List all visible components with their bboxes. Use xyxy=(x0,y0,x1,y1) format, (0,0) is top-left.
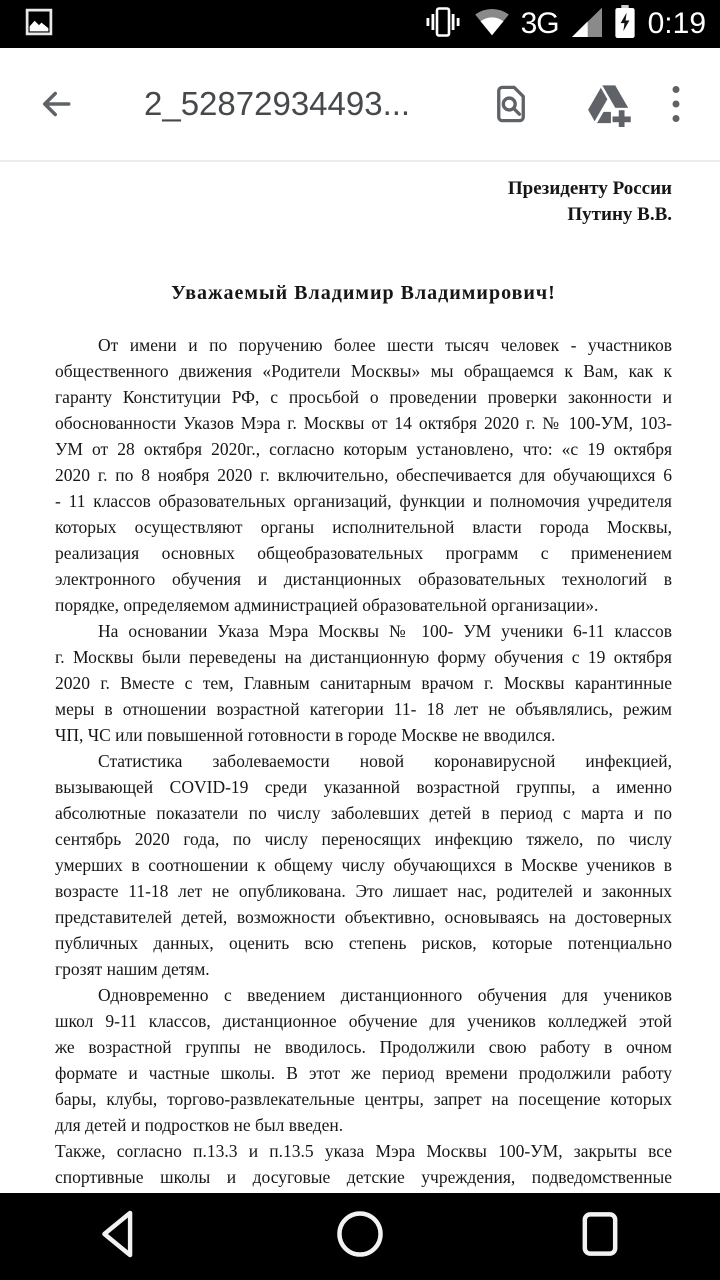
document-line: УМ от 28 октября 2020г., согласно которым установлено, что: «с 19 октября xyxy=(55,439,672,459)
letter-page xyxy=(0,164,720,1190)
vibrate-icon xyxy=(423,6,463,43)
document-line: которых осуществляют органы исполнительной власти города Москвы, xyxy=(55,517,672,537)
android-nav-bar xyxy=(0,1193,720,1280)
drive-add-icon[interactable] xyxy=(586,81,632,127)
recents-square-icon xyxy=(578,1209,622,1264)
document-line: формате и частные школы. В этот же период времени продолжили работу xyxy=(55,1063,672,1083)
nav-recents-button[interactable] xyxy=(480,1209,720,1264)
document-line: умерших в соотношении к общему числу обучающихся в Москве учеников в xyxy=(55,855,672,875)
letter-greeting: Уважаемый Владимир Владимирович! xyxy=(171,282,556,304)
document-line: электронного обучения и дистанционных образовательных технологий в xyxy=(55,569,672,589)
document-line: абсолютные показатели по числу заболевших детей в период с марта и по xyxy=(55,803,672,823)
document-line: вызывающей COVID-19 среди указанной возрастной группы, а именно xyxy=(55,777,672,797)
letter-paragraph xyxy=(55,618,672,748)
find-in-file-icon[interactable] xyxy=(490,83,532,125)
signal-strength-icon xyxy=(570,7,604,42)
status-bar-notifications xyxy=(14,7,54,42)
letter-paragraph xyxy=(55,1138,672,1190)
toolbar-actions xyxy=(490,81,720,127)
letter-body xyxy=(55,332,672,1190)
document-line: представителей детей, возможности объективно, основываясь на достоверных xyxy=(55,907,672,927)
screenshot-icon xyxy=(24,7,54,42)
document-title: 2_52872934493... xyxy=(144,85,411,122)
document-line: гаранту Конституции РФ, с просьбой о проведении проверки законности и xyxy=(55,387,672,407)
letter-paragraph xyxy=(55,982,672,1138)
document-line: общественного движения «Родители Москвы» мы обращаемся к Вам, как к xyxy=(55,361,672,381)
status-bar xyxy=(0,0,720,48)
letter-paragraph xyxy=(55,332,672,618)
document-line: обоснованности Указов Мэра г. Москвы от 14 октября 2020 г. № 100-УМ, 103- xyxy=(55,413,672,433)
letter-recipient xyxy=(55,176,672,228)
document-viewer[interactable] xyxy=(0,164,720,1193)
document-line: Статистика заболеваемости новой коронавирусной инфекцией, xyxy=(98,751,672,771)
nav-back-button[interactable] xyxy=(0,1208,240,1265)
network-type-label: 3G xyxy=(520,7,559,40)
document-line: - 11 классов образовательных организаций, функции и полномочия учредителя xyxy=(55,491,672,511)
document-line: порядке, определяемом администрацией образовательной организации». xyxy=(55,595,599,615)
document-line: реализация основных общеобразовательных программ с применением xyxy=(55,543,672,563)
overflow-menu-icon[interactable] xyxy=(668,83,684,125)
nav-home-button[interactable] xyxy=(240,1209,480,1264)
document-line: ЧП, ЧС или повышенной готовности в городе Москве не вводился. xyxy=(55,725,556,745)
app-toolbar xyxy=(0,48,720,162)
back-triangle-icon xyxy=(98,1208,142,1265)
document-line: 2020 г. Вместе с тем, Главным санитарным врачом г. Москвы карантинные xyxy=(55,673,672,693)
document-line: На основании Указа Мэра Москвы № 100- УМ ученики 6-11 классов xyxy=(98,621,672,641)
document-line: же возрастной группы не вводилось. Продолжили свою работу в очном xyxy=(55,1037,672,1057)
back-arrow-icon[interactable] xyxy=(38,86,74,122)
document-line: публичных данных, оценить всю степень рисков, которые потенциально xyxy=(55,933,672,953)
document-line: г. Москвы были переведены на дистанционную форму обучения с 19 октября xyxy=(55,647,672,667)
wifi-icon xyxy=(474,7,510,41)
battery-charging-icon xyxy=(615,5,635,43)
document-line: Одновременно с введением дистанционного обучения для учеников xyxy=(98,985,672,1005)
status-bar-indicators xyxy=(423,0,706,48)
home-circle-icon xyxy=(335,1209,385,1264)
document-line: школ 9-11 классов, дистанционное обучение для учеников колледжей этой xyxy=(55,1011,672,1031)
document-line: спортивные школы и досуговые детские учреждения, подведомственные xyxy=(55,1167,672,1187)
clock-label: 0:19 xyxy=(647,7,706,40)
recipient-line: Президенту России xyxy=(507,178,672,199)
document-line: 2020 г. по 8 ноября 2020 г. включительно, обеспечивается для обучающихся 6 xyxy=(55,465,672,485)
document-line: для детей и подростков не был введен. xyxy=(55,1115,344,1135)
document-line: сентябрь 2020 года, по числу переносящих инфекцию тяжело, по числу xyxy=(55,829,672,849)
document-line: меры в отношении возрастной категории 11- 18 лет не объявлялись, режим xyxy=(55,699,672,719)
document-line: возрасте 11-18 лет не опубликована. Это лишает нас, родителей и законных xyxy=(55,881,672,901)
document-line: От имени и по поручению более шести тысяч человек - участников xyxy=(98,335,672,355)
recipient-line: Путину В.В. xyxy=(567,204,672,225)
document-line: грозят нашим детям. xyxy=(55,959,210,979)
letter-paragraph xyxy=(55,748,672,982)
document-line: бары, клубы, торгово-развлекательные центры, запрет на посещение которых xyxy=(55,1089,672,1109)
document-line: Также, согласно п.13.3 и п.13.5 указа Мэра Москвы 100-УМ, закрыты все xyxy=(55,1141,672,1161)
